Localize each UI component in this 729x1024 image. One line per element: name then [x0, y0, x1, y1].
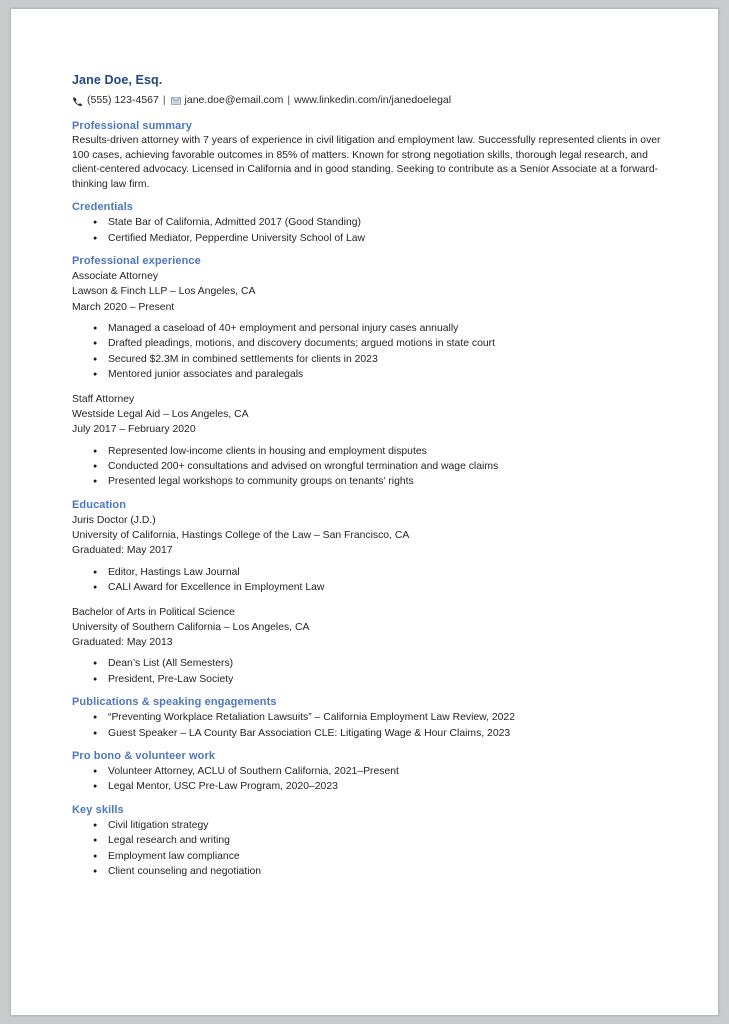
- contact-line: [72, 94, 668, 106]
- list-item: ● Volunteer Attorney, ACLU of Southern California, 2021–Present: [108, 764, 668, 779]
- mail-icon: [171, 96, 181, 104]
- experience-entry: [72, 392, 668, 490]
- list-item: ● Mentored junior associates and paralegals: [108, 367, 668, 382]
- section-title-summary: Professional summary: [72, 120, 192, 132]
- list-item: ● Guest Speaker – LA County Bar Association CLE: Litigating Wage & Hour Claims, 2023: [108, 726, 668, 741]
- education-bullets: [72, 656, 668, 687]
- education-bullets: [72, 565, 668, 596]
- email-address[interactable]: jane.doe@email.com: [184, 94, 284, 106]
- list-item: ● Client counseling and negotiation: [108, 864, 668, 879]
- education-graduated: Graduated: May 2017: [72, 545, 173, 557]
- list-item: ● CALI Award for Excellence in Employment Law: [108, 580, 668, 595]
- resume-page: [10, 8, 719, 1016]
- skills-list: [72, 818, 668, 880]
- publications-list: [72, 710, 668, 741]
- list-item: ● Editor, Hastings Law Journal: [108, 565, 668, 580]
- page-title: Jane Doe, Esq.: [72, 73, 163, 87]
- contact-separator-1: |: [162, 94, 166, 106]
- section-title-publications: Publications & speaking engagements: [72, 696, 277, 709]
- list-item: ● Legal research and writing: [108, 833, 668, 848]
- section-title-education: Education: [72, 498, 127, 511]
- list-item: ● President, Pre-Law Society: [108, 672, 668, 687]
- summary-paragraph: Results-driven attorney with 7 years of experience in civil litigation and employment law. Successfully represented clients in over 100 cases, achieving favorable outcomes in 85% of matters. Known for strong negotiation skills, thorough legal research, and client-centered advocacy. Licensed in California and in good standing. Seeking to contribute as a Senior Associate at a forward-thinking law firm.: [72, 135, 661, 190]
- credentials-list: [72, 215, 668, 246]
- job-employer: Westside Legal Aid – Los Angeles, CA: [72, 409, 249, 420]
- job-dates: March 2020 – Present: [72, 301, 175, 313]
- job-dates: July 2017 – February 2020: [72, 424, 196, 436]
- probono-list: [72, 764, 668, 795]
- list-item: ● Civil litigation strategy: [108, 818, 668, 833]
- list-item: ● Secured $2.3M in combined settlements for clients in 2023: [108, 352, 668, 367]
- list-item: ● Legal Mentor, USC Pre-Law Program, 2020–2023: [108, 779, 668, 794]
- contact-separator-2: |: [287, 94, 291, 106]
- linkedin-url[interactable]: www.linkedin.com/in/janedoelegal: [294, 94, 452, 106]
- job-role: Associate Attorney: [72, 271, 159, 283]
- job-employer: Lawson & Finch LLP – Los Angeles, CA: [72, 286, 256, 298]
- job-bullets: [72, 321, 668, 383]
- list-item: ● “Preventing Workplace Retaliation Lawsuits” – California Employment Law Review, 2022: [108, 710, 668, 725]
- list-item: ● Conducted 200+ consultations and advised on wrongful termination and wage claims: [108, 459, 668, 474]
- list-item: ● State Bar of California, Admitted 2017 (Good Standing): [108, 215, 668, 230]
- job-bullets: [72, 444, 668, 490]
- section-title-skills: Key skills: [72, 803, 124, 816]
- phone-number: (555) 123-4567: [87, 94, 159, 106]
- education-graduated: Graduated: May 2013: [72, 637, 173, 649]
- list-item: ● Managed a caseload of 40+ employment and personal injury cases annually: [108, 321, 668, 336]
- education-school: University of Southern California – Los Angeles, CA: [72, 621, 310, 633]
- resume-content: [72, 73, 668, 881]
- education-entry: [72, 605, 668, 688]
- list-item: ● Drafted pleadings, motions, and discovery documents; argued motions in state court: [108, 336, 668, 351]
- education-degree: Juris Doctor (J.D.): [72, 514, 156, 526]
- list-item: ● Dean’s List (All Semesters): [108, 656, 668, 671]
- list-item: ● Certified Mediator, Pepperdine University School of Law: [108, 231, 668, 246]
- list-item: ● Employment law compliance: [108, 849, 668, 864]
- list-item: ● Presented legal workshops to community groups on tenants’ rights: [108, 474, 668, 489]
- section-title-credentials: Credentials: [72, 201, 134, 214]
- list-item: ● Represented low-income clients in housing and employment disputes: [108, 444, 668, 459]
- section-title-experience: Professional experience: [72, 255, 201, 268]
- education-entry: [72, 513, 668, 596]
- education-degree: Bachelor of Arts in Political Science: [72, 606, 235, 618]
- section-title-probono: Pro bono & volunteer work: [72, 750, 216, 763]
- experience-entry: [72, 269, 668, 383]
- job-role: Staff Attorney: [72, 393, 135, 405]
- phone-icon: [72, 96, 83, 107]
- education-school: University of California, Hastings College of the Law – San Francisco, CA: [72, 530, 410, 542]
